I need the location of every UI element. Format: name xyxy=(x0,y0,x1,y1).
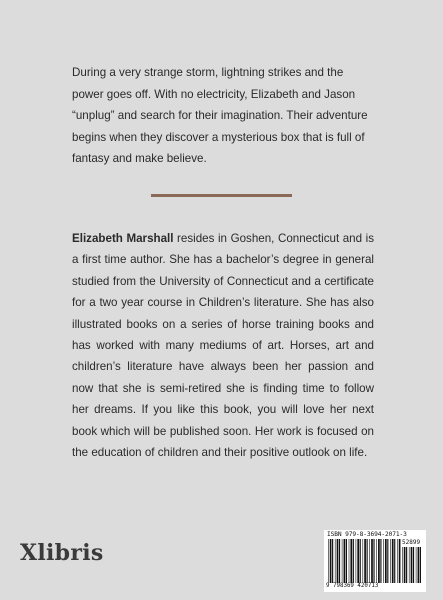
publisher-logo: Xlibris xyxy=(20,540,104,566)
book-blurb: During a very strange storm, lightning strikes and the power goes off. With no electricity, Elizabeth and Jason “unplug” and search for their imagination. Their adventure begins when they discover a mysterious box that is full of fantasy and make believe. xyxy=(72,66,368,165)
ean-barcode-bars xyxy=(328,539,402,583)
author-bio-text: resides in Goshen, Connecticut and is a first time author. She has a bachelor’s degree in general studied from the University of Connecticut and a certificate for a two year course in Children’s literature. She has also illustrated books on a series of horse training books and has worked with many mediums of art. Horses, art and children’s literature have always been her passion and now that she is semi-retired she is finding time to follow her dreams. If you like this book, you will love her next book which will be published soon. Her work is focused on the education of children and their positive outlook on life. xyxy=(72,232,375,460)
author-name: Elizabeth Marshall xyxy=(72,232,174,245)
ean-digits: 9 798369 420713 xyxy=(326,583,379,589)
isbn-barcode xyxy=(324,530,426,592)
author-bio xyxy=(72,228,374,463)
isbn-label: ISBN 979-8-3694-2071-3 xyxy=(327,531,407,538)
price-barcode-bars xyxy=(402,547,422,583)
price-code: 52899 xyxy=(402,539,421,546)
section-divider xyxy=(151,194,292,197)
